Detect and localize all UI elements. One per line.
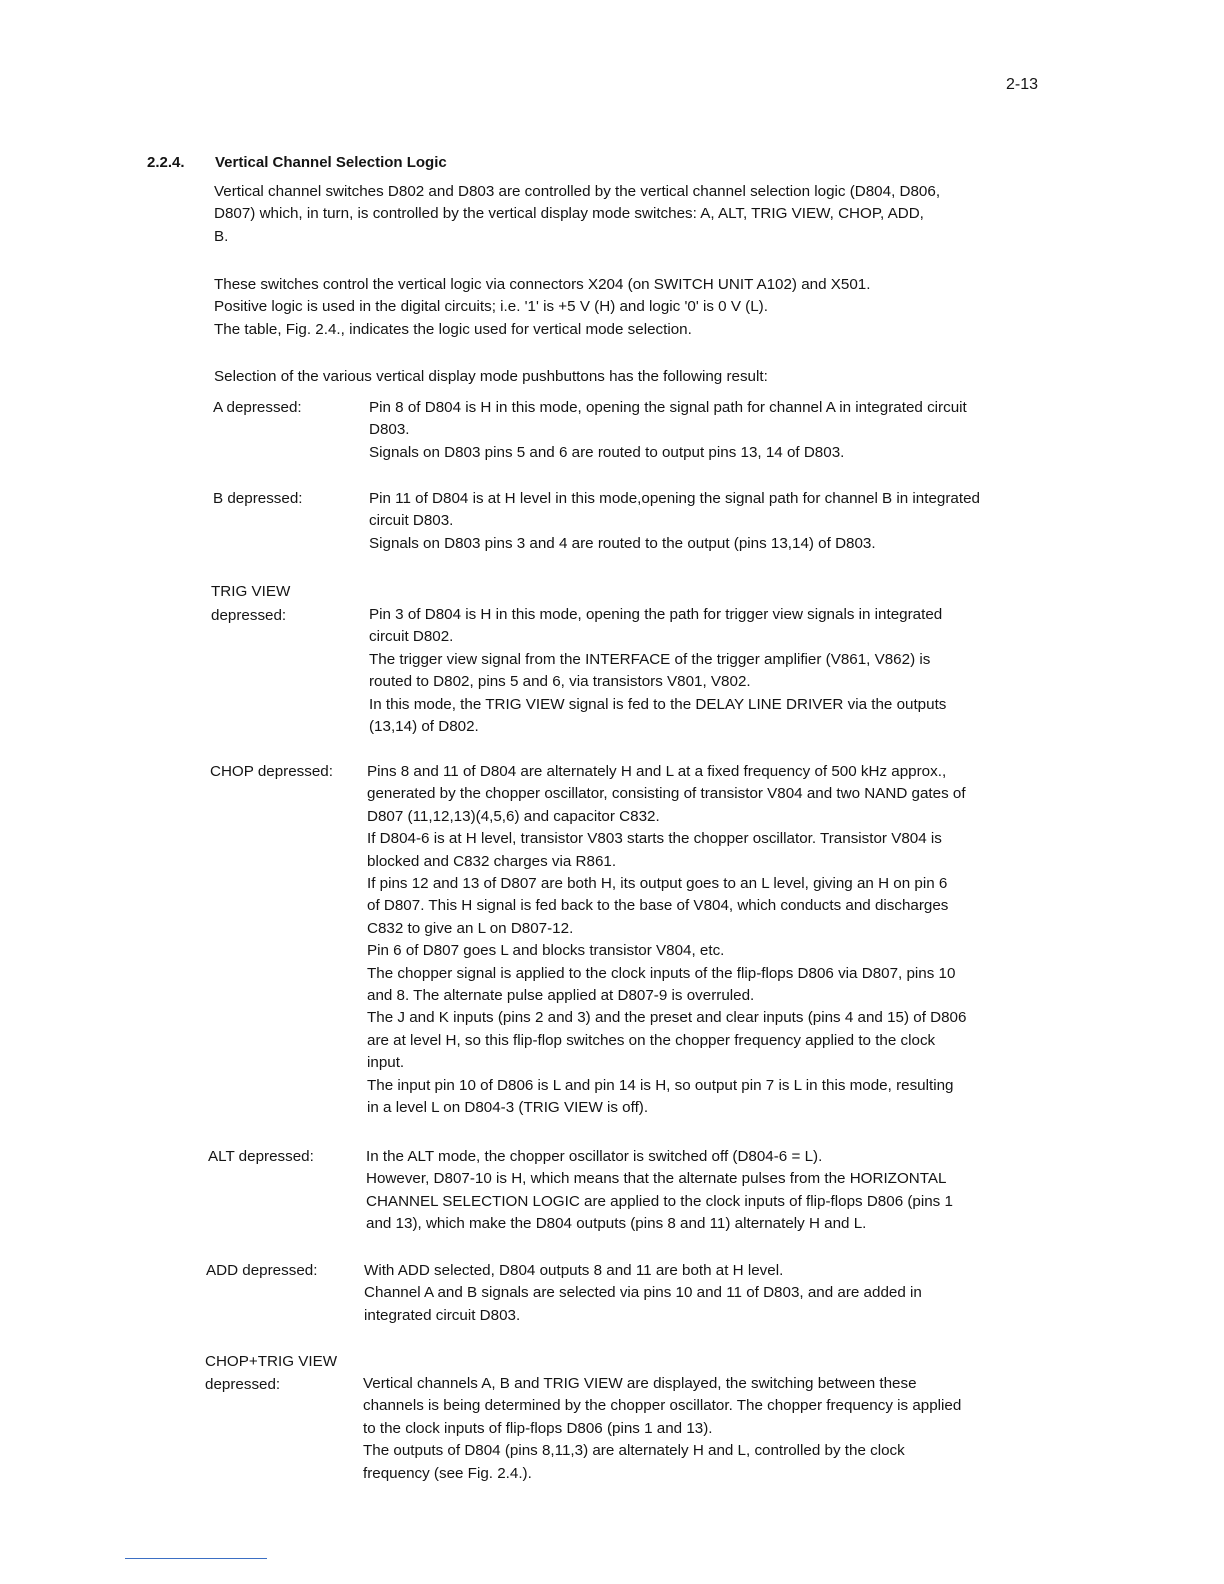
footnote-rule xyxy=(125,1558,267,1559)
label-line: ALT depressed: xyxy=(208,1148,314,1165)
text-line: However, D807-10 is H, which means that the alternate pulses from the HORIZONTAL xyxy=(366,1170,947,1188)
label-line: depressed: xyxy=(205,1376,281,1393)
text-line: Vertical channels A, B and TRIG VIEW are displayed, the switching between these xyxy=(363,1375,917,1392)
mode-label-alt xyxy=(208,1146,314,1168)
page-number: 2-13 xyxy=(1006,76,1039,93)
text-line: The chopper signal is applied to the clock inputs of the flip-flops D806 via D807, pins 10 xyxy=(367,964,956,982)
text-line: With ADD selected, D804 outputs 8 and 11 are both at H level. xyxy=(364,1262,784,1279)
text-line: In the ALT mode, the chopper oscillator is switched off (D804-6 = L). xyxy=(366,1148,823,1165)
mode-desc-a xyxy=(369,397,1059,464)
intro-paragraph-3 xyxy=(214,366,1044,388)
text-line: circuit D803. xyxy=(369,512,454,530)
text-line: Selection of the various vertical display mode pushbuttons has the following result: xyxy=(214,368,768,385)
text-line: Channel A and B signals are selected via pins 10 and 11 of D803, and are added in xyxy=(364,1284,922,1302)
mode-label-trig-view xyxy=(211,580,290,628)
label-line: CHOP depressed: xyxy=(210,763,333,780)
text-line: of D807. This H signal is fed back to the base of V804, which conducts and discharges xyxy=(367,897,949,915)
text-line: C832 to give an L on D807-12. xyxy=(367,919,574,937)
text-line: If D804-6 is at H level, transistor V803 starts the chopper oscillator. Transistor V804 is xyxy=(367,830,942,848)
mode-desc-chop xyxy=(367,761,1057,1120)
text-line: in a level L on D804-3 (TRIG VIEW is off). xyxy=(367,1099,649,1117)
text-line: to the clock inputs of flip-flops D806 (pins 1 and 13). xyxy=(363,1419,713,1437)
text-line: Pin 11 of D804 is at H level in this mode,opening the signal path for channel B in integrated xyxy=(369,490,980,507)
mode-label-chop-trig-view xyxy=(205,1350,337,1396)
text-line: and 8. The alternate pulse applied at D807-9 is overruled. xyxy=(367,987,755,1005)
text-line: Positive logic is used in the digital circuits; i.e. '1' is +5 V (H) and logic '0' is 0 V (L). xyxy=(214,298,768,316)
section-number: 2.2.4. xyxy=(147,154,185,171)
text-line: D803. xyxy=(369,421,410,439)
label-line: CHOP+TRIG VIEW xyxy=(205,1353,338,1370)
text-line: Signals on D803 pins 5 and 6 are routed to output pins 13, 14 of D803. xyxy=(369,443,845,461)
text-line: Pin 3 of D804 is H in this mode, opening the path for trigger view signals in integrated xyxy=(369,606,943,623)
text-line: The trigger view signal from the INTERFACE of the trigger amplifier (V861, V862) is xyxy=(369,650,931,668)
text-line: B. xyxy=(214,227,229,245)
text-line: D807) which, in turn, is controlled by the vertical display mode switches: A, ALT, TRIG VIEW, CHOP, ADD, xyxy=(214,205,924,223)
text-line: routed to D802, pins 5 and 6, via transistors V801, V802. xyxy=(369,673,751,691)
text-line: input. xyxy=(367,1054,405,1072)
text-line: D807 (11,12,13)(4,5,6) and capacitor C832. xyxy=(367,807,660,825)
text-line: Signals on D803 pins 3 and 4 are routed to the output (pins 13,14) of D803. xyxy=(369,534,876,552)
text-line: (13,14) of D802. xyxy=(369,718,479,736)
mode-desc-trig-view xyxy=(369,604,1059,738)
text-line: These switches control the vertical logic via connectors X204 (on SWITCH UNIT A102) and X501. xyxy=(214,276,871,293)
text-line: The J and K inputs (pins 2 and 3) and the preset and clear inputs (pins 4 and 15) of D806 xyxy=(367,1009,967,1027)
text-line: The table, Fig. 2.4., indicates the logic used for vertical mode selection. xyxy=(214,320,692,338)
label-line: B depressed: xyxy=(213,490,303,507)
text-line: are at level H, so this flip-flop switches on the chopper frequency applied to the clock xyxy=(367,1031,936,1049)
text-line: circuit D802. xyxy=(369,628,454,646)
label-line: ADD depressed: xyxy=(206,1262,318,1279)
text-line: channels is being determined by the chopper oscillator. The chopper frequency is applied xyxy=(363,1397,962,1415)
text-line: In this mode, the TRIG VIEW signal is fed to the DELAY LINE DRIVER via the outputs xyxy=(369,695,947,713)
text-line: Pin 8 of D804 is H in this mode, opening the signal path for channel A in integrated circuit xyxy=(369,399,967,416)
mode-label-chop xyxy=(210,761,333,783)
mode-label-b xyxy=(213,488,303,510)
mode-desc-b xyxy=(369,488,1059,555)
mode-label-add xyxy=(206,1260,317,1282)
text-line: frequency (see Fig. 2.4.). xyxy=(363,1464,532,1482)
mode-desc-alt xyxy=(366,1146,1056,1236)
mode-desc-add xyxy=(364,1260,1054,1327)
label-line: A depressed: xyxy=(213,399,302,416)
intro-paragraph-1 xyxy=(214,181,1044,248)
text-line: CHANNEL SELECTION LOGIC are applied to the clock inputs of flip-flops D806 (pins 1 xyxy=(366,1192,953,1210)
text-line: generated by the chopper oscillator, consisting of transistor V804 and two NAND gates of xyxy=(367,785,966,803)
text-line: If pins 12 and 13 of D807 are both H, its output goes to an L level, giving an H on pin 6 xyxy=(367,875,948,893)
text-line: and 13), which make the D804 outputs (pins 8 and 11) alternately H and L. xyxy=(366,1215,867,1233)
text-line: blocked and C832 charges via R861. xyxy=(367,852,617,870)
text-line: The outputs of D804 (pins 8,11,3) are alternately H and L, controlled by the clock xyxy=(363,1442,905,1460)
text-line: The input pin 10 of D806 is L and pin 14 is H, so output pin 7 is L in this mode, resulting xyxy=(367,1076,954,1094)
text-line: integrated circuit D803. xyxy=(364,1306,521,1324)
mode-desc-chop-trig-view xyxy=(363,1373,1053,1485)
intro-paragraph-2 xyxy=(214,274,1044,341)
label-line: depressed: xyxy=(211,607,287,624)
mode-label-a xyxy=(213,397,302,419)
text-line: Vertical channel switches D802 and D803 are controlled by the vertical channel selection logic (D804, D806, xyxy=(214,183,941,200)
section-title: Vertical Channel Selection Logic xyxy=(215,154,447,171)
label-line: TRIG VIEW xyxy=(211,583,291,600)
text-line: Pins 8 and 11 of D804 are alternately H and L at a fixed frequency of 500 kHz approx., xyxy=(367,763,947,780)
text-line: Pin 6 of D807 goes L and blocks transistor V804, etc. xyxy=(367,942,725,960)
